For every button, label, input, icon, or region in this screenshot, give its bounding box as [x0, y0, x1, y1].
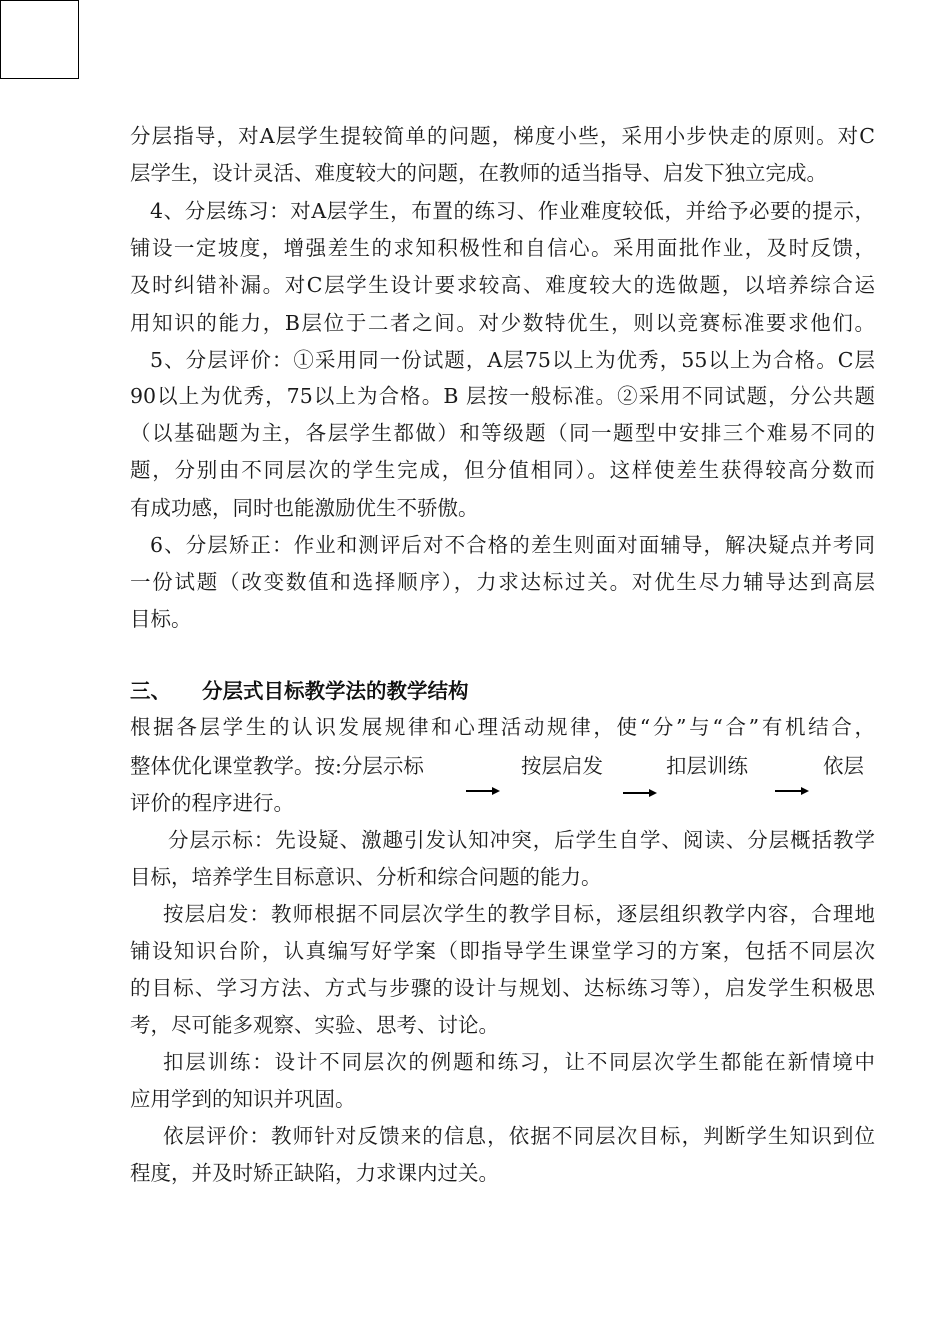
text-line: 依层评价：教师针对反馈来的信息，依据不同层次目标，判断学生知识到位: [163, 1124, 875, 1148]
text-line: 90以上为优秀，75以上为合格。B 层按一般标准。②采用不同试题，分公共题: [130, 384, 875, 408]
flow-lead: 整体优化课堂教学。按:分层示标: [130, 754, 424, 778]
text-line: 的目标、学习方法、方式与步骤的设计与规划、达标练习等），启发学生积极思: [130, 976, 875, 1000]
corner-box: [0, 0, 79, 79]
text-line: 一份试题（改变数值和选择顺序），力求达标过关。对优生尽力辅导达到高层: [130, 570, 875, 594]
text-line: 层学生，设计灵活、难度较大的问题，在教师的适当指导、启发下独立完成。: [130, 161, 827, 185]
text-line: 分层示标：先设疑、激趣引发认知冲突，后学生自学、阅读、分层概括教学: [168, 828, 875, 852]
text-line: 铺设一定坡度，增强差生的求知积极性和自信心。采用面批作业，及时反馈，: [130, 236, 875, 260]
text-line: 有成功感，同时也能激励优生不骄傲。: [130, 496, 479, 520]
text-line: 目标。: [130, 607, 192, 631]
text-line: （以基础题为主，各层学生都做）和等级题（同一题型中安排三个难易不同的: [130, 421, 875, 445]
text-line: 分层指导，对A层学生提较简单的问题，梯度小些，采用小步快走的原则。对C: [130, 124, 875, 148]
flow-step-3: 扣层训练: [666, 754, 748, 778]
text-line: 根据各层学生的认识发展规律和心理活动规律，使“分”与“合”有机结合，: [130, 715, 875, 739]
text-line: 扣层训练：设计不同层次的例题和练习，让不同层次学生都能在新情境中: [163, 1050, 875, 1074]
section-title: 分层式目标教学法的教学结构: [202, 679, 469, 703]
text-line: 按层启发：教师根据不同层次学生的教学目标，逐层组织教学内容，合理地: [163, 902, 875, 926]
flow-step-2: 按层启发: [521, 754, 603, 778]
text-line: 程度，并及时矫正缺陷，力求课内过关。: [130, 1161, 499, 1185]
right-arrow-icon: [466, 786, 500, 796]
text-line: 及时纠错补漏。对C层学生设计要求较高、难度较大的选做题，以培养综合运: [130, 273, 875, 297]
text-line: 4、分层练习：对A层学生，布置的练习、作业难度较低，并给予必要的提示，: [150, 199, 875, 223]
text-line: 应用学到的知识并巩固。: [130, 1087, 356, 1111]
flow-tail: 评价的程序进行。: [130, 791, 294, 815]
right-arrow-icon: [623, 788, 657, 798]
text-line: 题，分别由不同层次的学生完成，但分值相同）。这样使差生获得较高分数而: [130, 458, 875, 482]
text-line: 目标，培养学生目标意识、分析和综合问题的能力。: [130, 865, 602, 889]
text-line: 考，尽可能多观察、实验、思考、讨论。: [130, 1013, 499, 1037]
text-line: 铺设知识台阶，认真编写好学案（即指导学生课堂学习的方案，包括不同层次: [130, 939, 875, 963]
right-arrow-icon: [775, 786, 809, 796]
section-number: 三、: [130, 679, 171, 703]
text-line: 用知识的能力，B层位于二者之间。对少数特优生，则以竞赛标准要求他们。: [130, 311, 875, 335]
section-heading: [130, 677, 469, 705]
text-line: 5、分层评价：①采用同一份试题，A层75以上为优秀，55以上为合格。C层: [150, 348, 875, 372]
text-line: 6、分层矫正：作业和测评后对不合格的差生则面对面辅导，解决疑点并考同: [150, 533, 875, 557]
flow-step-4: 依层: [823, 754, 864, 778]
